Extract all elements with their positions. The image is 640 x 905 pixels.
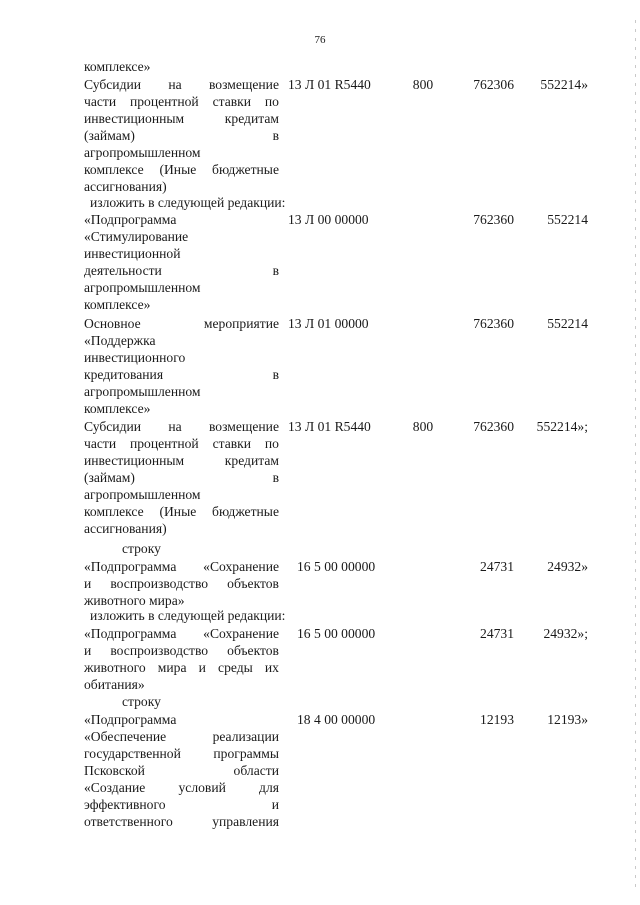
- page-number: 76: [314, 34, 326, 46]
- word: программы: [213, 746, 279, 761]
- wildlife-row-old-value-1: 24731: [480, 559, 514, 574]
- word: «Сохранение: [203, 626, 279, 641]
- support-subprogram-row-code: 18 4 00 00000: [297, 712, 376, 727]
- support-subprogram-row-line: [84, 813, 279, 830]
- word: ответственного: [84, 814, 173, 829]
- subsidy-row-new-value-1: 762360: [473, 419, 514, 434]
- wildlife-row-new-line: [84, 625, 279, 642]
- word: объектов: [227, 576, 279, 591]
- subprogram-row-code: 13 Л 00 00000: [288, 212, 369, 227]
- subsidy-row-new-line: [84, 452, 279, 469]
- instruction-text: изложить в следующей редакции:: [90, 195, 286, 210]
- wildlife-row-old-line: [84, 558, 279, 575]
- main-activity-row-value-2: 552214: [547, 316, 588, 331]
- main-activity-row-line: инвестиционного: [84, 350, 186, 365]
- word: инвестиционным: [84, 111, 185, 126]
- word: и: [84, 643, 92, 658]
- subsidy-row-new-value-2: 552214»;: [536, 419, 588, 434]
- word: для: [259, 780, 279, 795]
- word: (Иные: [159, 162, 197, 177]
- word: на: [168, 419, 182, 434]
- word: реализации: [212, 729, 279, 744]
- subprogram-row-line: [84, 262, 279, 279]
- subsidy-row-old-line: [84, 110, 279, 127]
- word: в: [272, 367, 279, 382]
- subprogram-row-line: «Стимулирование: [84, 229, 189, 244]
- word: (Иные: [159, 504, 197, 519]
- subsidy-row-new-line: ассигнования): [84, 521, 167, 536]
- support-subprogram-row-line: [84, 796, 279, 813]
- word: по: [264, 436, 279, 451]
- subsidy-row-old-line: агропромышленном: [84, 145, 201, 160]
- support-subprogram-row-line: «Подпрограмма: [84, 712, 177, 727]
- word: объектов: [227, 643, 279, 658]
- subsidy-row-new-line: [84, 435, 279, 452]
- word: части: [84, 436, 117, 451]
- word: кредитования: [84, 367, 164, 382]
- word: мира: [157, 660, 187, 675]
- wildlife-row-new-line: [84, 659, 279, 676]
- word: «Сохранение: [203, 559, 279, 574]
- word: деятельности: [84, 263, 162, 278]
- row-label: строку: [122, 694, 161, 709]
- word: и: [198, 660, 206, 675]
- subsidy-row-old-line: [84, 161, 279, 178]
- word: на: [168, 77, 182, 92]
- word: бюджетные: [212, 504, 279, 519]
- subsidy-row-old-kvr: 800: [412, 77, 434, 92]
- word: Субсидии: [84, 77, 142, 92]
- word: процентной: [129, 436, 199, 451]
- main-activity-row-line: комплексе»: [84, 401, 151, 416]
- word: части: [84, 94, 117, 109]
- subsidy-row-old-line: [84, 93, 279, 110]
- word: государственной: [84, 746, 181, 761]
- scan-edge-artifact: [635, 20, 636, 890]
- wildlife-row-new-line: обитания»: [84, 677, 145, 692]
- word: Субсидии: [84, 419, 142, 434]
- word: «Подпрограмма: [84, 559, 177, 574]
- word: эффективного: [84, 797, 166, 812]
- word: области: [233, 763, 279, 778]
- subprogram-row-line: «Подпрограмма: [84, 212, 177, 227]
- subprogram-row-line: комплексе»: [84, 297, 151, 312]
- word: инвестиционным: [84, 453, 185, 468]
- word: возмещение: [208, 77, 279, 92]
- word: процентной: [129, 94, 199, 109]
- word: Псковской: [84, 763, 145, 778]
- subsidy-row-new-kvr: 800: [412, 419, 434, 434]
- row-label: строку: [122, 541, 161, 556]
- wildlife-row-old-line: животного мира»: [84, 593, 185, 608]
- subsidy-row-old-code: 13 Л 01 R5440: [288, 77, 371, 92]
- carry-line: комплексе»: [84, 59, 151, 74]
- word: и: [84, 576, 92, 591]
- subsidy-row-old-line: [84, 76, 279, 93]
- word: (займам): [84, 128, 135, 143]
- word: и: [271, 797, 279, 812]
- main-activity-row-line: «Поддержка: [84, 333, 156, 348]
- word: бюджетные: [212, 162, 279, 177]
- main-activity-row-line: [84, 315, 279, 332]
- word: мероприятие: [203, 316, 279, 331]
- subprogram-row-line: агропромышленном: [84, 280, 201, 295]
- main-activity-row-code: 13 Л 01 00000: [288, 316, 369, 331]
- subsidy-row-old-value-2: 552214»: [540, 77, 588, 92]
- subsidy-row-new-line: [84, 469, 279, 486]
- support-subprogram-row-line: [84, 779, 279, 796]
- subsidy-row-new-line: [84, 503, 279, 520]
- word: управления: [212, 814, 279, 829]
- word: в: [272, 128, 279, 143]
- word: условий: [178, 780, 226, 795]
- wildlife-row-old-code: 16 5 00 00000: [297, 559, 376, 574]
- main-activity-row-line: [84, 366, 279, 383]
- word: возмещение: [208, 419, 279, 434]
- subsidy-row-old-value-1: 762306: [473, 77, 514, 92]
- wildlife-row-new-value-2: 24932»;: [543, 626, 588, 641]
- wildlife-row-new-code: 16 5 00 00000: [297, 626, 376, 641]
- word: кредитам: [224, 453, 279, 468]
- subprogram-row-line: инвестиционной: [84, 246, 181, 261]
- word: «Создание: [84, 780, 146, 795]
- support-subprogram-row-value-1: 12193: [480, 712, 514, 727]
- main-activity-row-line: агропромышленном: [84, 384, 201, 399]
- word: кредитам: [224, 111, 279, 126]
- word: воспроизводство: [110, 643, 209, 658]
- word: Основное: [84, 316, 141, 331]
- word: «Подпрограмма: [84, 626, 177, 641]
- support-subprogram-row-line: [84, 745, 279, 762]
- support-subprogram-row-line: [84, 728, 279, 745]
- wildlife-row-new-value-1: 24731: [480, 626, 514, 641]
- word: в: [272, 470, 279, 485]
- word: (займам): [84, 470, 135, 485]
- subprogram-row-value-1: 762360: [473, 212, 514, 227]
- word: среды: [218, 660, 253, 675]
- support-subprogram-row-line: [84, 762, 279, 779]
- word: в: [272, 263, 279, 278]
- subsidy-row-new-code: 13 Л 01 R5440: [288, 419, 371, 434]
- support-subprogram-row-value-2: 12193»: [547, 712, 588, 727]
- main-activity-row-value-1: 762360: [473, 316, 514, 331]
- subsidy-row-new-line: [84, 418, 279, 435]
- wildlife-row-old-line: [84, 575, 279, 592]
- word: ставки: [212, 436, 252, 451]
- word: ставки: [212, 94, 252, 109]
- word: их: [264, 660, 279, 675]
- wildlife-row-new-line: [84, 642, 279, 659]
- word: по: [264, 94, 279, 109]
- subsidy-row-old-line: [84, 127, 279, 144]
- subprogram-row-value-2: 552214: [547, 212, 588, 227]
- word: «Обеспечение: [84, 729, 167, 744]
- word: комплексе: [84, 162, 144, 177]
- instruction-text: изложить в следующей редакции:: [90, 608, 286, 623]
- word: комплексе: [84, 504, 144, 519]
- word: животного: [84, 660, 146, 675]
- word: воспроизводство: [110, 576, 209, 591]
- wildlife-row-old-value-2: 24932»: [547, 559, 588, 574]
- subsidy-row-new-line: агропромышленном: [84, 487, 201, 502]
- subsidy-row-old-line: ассигнования): [84, 179, 167, 194]
